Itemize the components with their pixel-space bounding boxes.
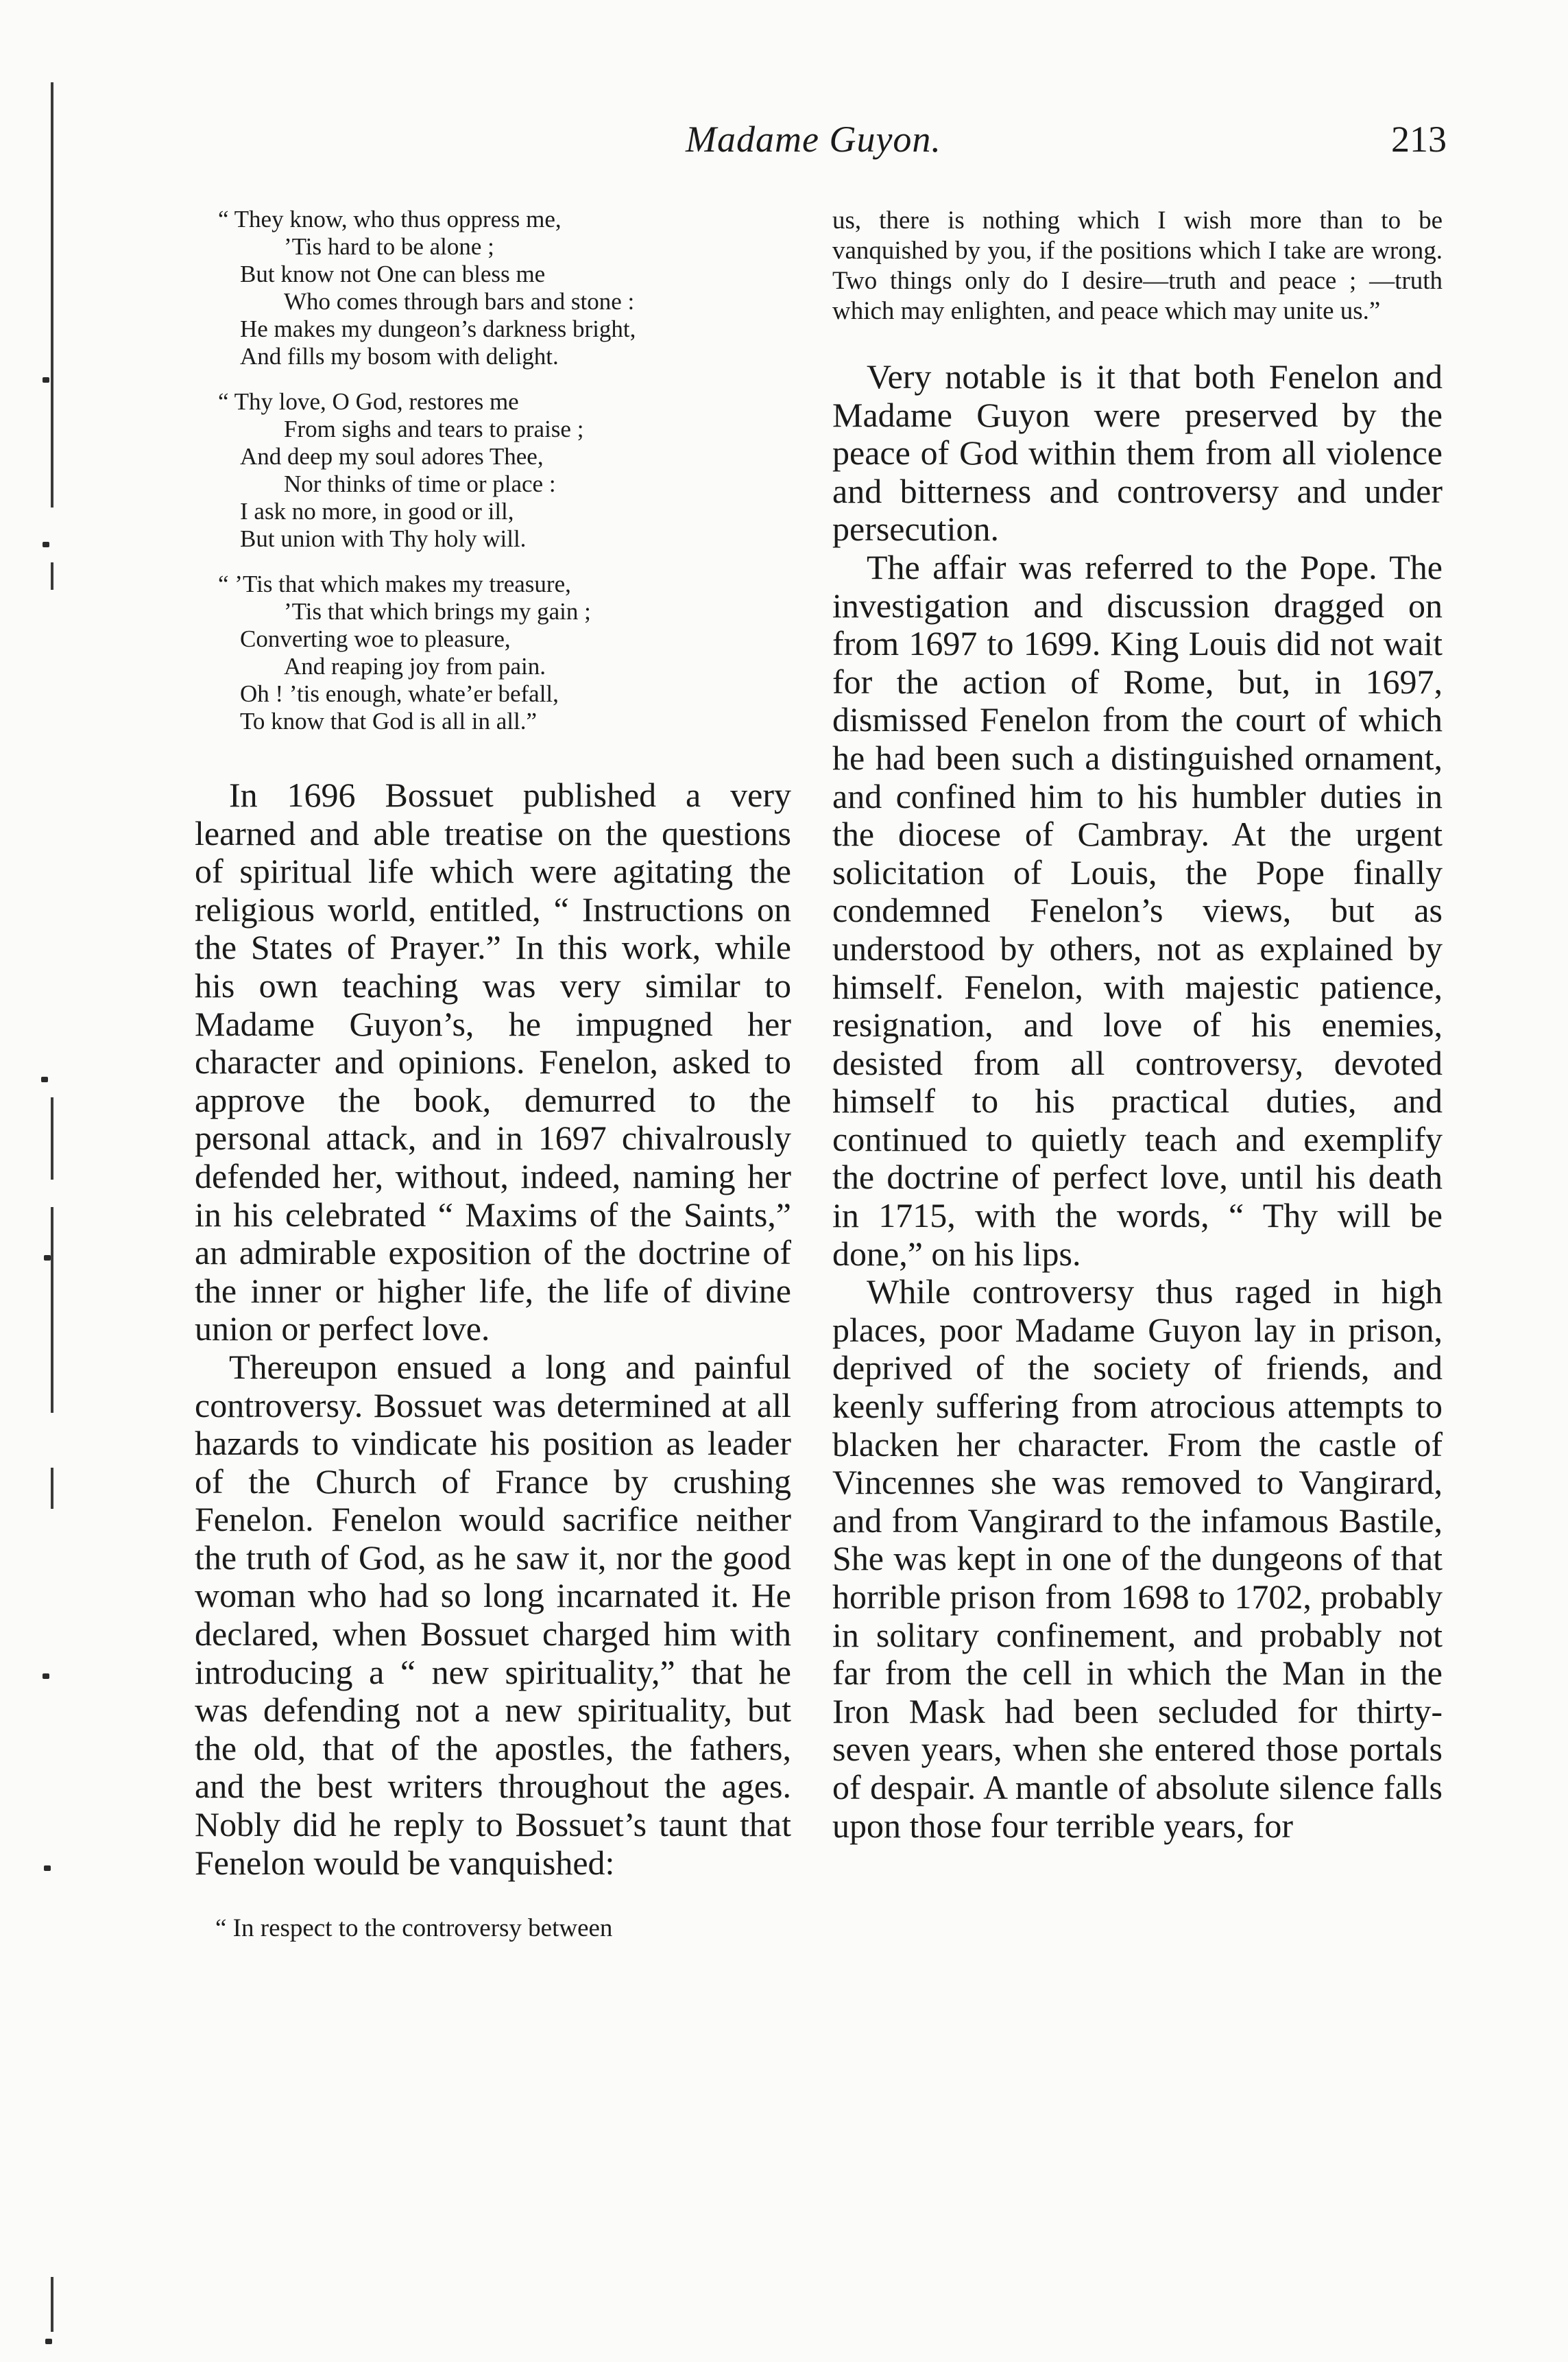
- poem-line: He makes my dungeon’s darkness bright,: [240, 315, 636, 342]
- binding-edge: [41, 82, 69, 2346]
- paragraph: While controversy thus raged in high places, poor Madame Guyon lay in prison, deprived of the society of friends, and keenly suffering from atrocious attempts to blacken her character. From the castle of Vincennes she was removed to Vangirard, and from Vangirard to the infamous Bastile, She was kept in one of the dungeons of that horrible prison from 1698 to 1702, probably in solitary confinement, and probably not far from the cell in which the Man in the Iron Mask had been secluded for thirty-seven years, when she entered those portals of despair. A mantle of absolute silence falls upon those four terrible years, for: [832, 1272, 1443, 1845]
- poem-stanza: [195, 571, 791, 735]
- paragraph: In 1696 Bossuet published a very learned and able treatise on the questions of spiritual life which were agitating the religious world, entitled, “ Instructions on the States of Prayer.” In this work, while his own teaching was very similar to Madame Guyon’s, he impugned her character and opinions. Fenelon, asked to approve the book, demurred to the personal attack, and in 1697 chivalrously defended her, without, indeed, naming her in his celebrated “ Maxims of the Saints,” an admirable exposition of the doctrine of the inner or higher life, the life of divine union or perfect love.: [195, 776, 791, 1348]
- paragraph: The affair was referred to the Pope. The investigation and discussion dragged on from 1697 to 1699. King Louis did not wait for the action of Rome, but, in 1697, dismissed Fenelon from the court of which he had been such a distinguished ornament, and confined him to his humbler duties in the diocese of Cambray. At the urgent solicitation of Louis, the Pope finally condemned Fenelon’s views, but as understood by others, not as explained by himself. Fenelon, with majestic patience, resignation, and love of his enemies, desisted from all controversy, devoted himself to his practical duties, and continued to quietly teach and exemplify the doctrine of perfect love, until his death in 1715, with the words, “ Thy will be done,” on his lips.: [832, 547, 1443, 1273]
- running-title: Madame Guyon.: [686, 119, 941, 160]
- binding-mark: [51, 1097, 53, 1180]
- binding-mark: [51, 1207, 53, 1413]
- poem-stanza: [195, 206, 791, 370]
- paragraph: Very notable is it that both Fenelon and Madame Guyon were preserved by the peace of God within them from all violence and bitterness and controversy and under persecution.: [832, 357, 1443, 549]
- poem: [195, 206, 791, 735]
- binding-mark: [51, 1468, 53, 1509]
- page-header: [206, 110, 1460, 165]
- binding-mark: [51, 82, 53, 508]
- binding-speck: [41, 1077, 48, 1082]
- poem-stanza: [195, 388, 791, 553]
- poem-line: ’Tis that which brings my gain ;: [284, 598, 591, 625]
- binding-speck: [43, 1673, 49, 1679]
- binding-speck: [45, 2339, 52, 2344]
- paragraph: Thereupon ensued a long and painful controversy. Bossuet was determined at all hazards to vindicate his position as leader of the Church of France by crushing Fenelon. Fenelon would sacrifice neither the truth of God, as he saw it, nor the good woman who had so long incarnated it. He declared, when Bossuet charged him with introducing a “ new spirituality,” that he was defending not a new spirituality, but the old, that of the apostles, the fathers, and the best writers throughout the ages. Nobly did he reply to Bossuet’s taunt that Fenelon would be vanquished:: [195, 1347, 791, 1882]
- poem-line: “ ’Tis that which makes my treasure,: [218, 571, 571, 597]
- right-column: [832, 206, 1443, 1845]
- poem-line: And reaping joy from pain.: [284, 653, 546, 680]
- binding-mark: [51, 2277, 53, 2332]
- poem-line: Oh ! ’tis enough, whate’er befall,: [240, 680, 559, 707]
- left-column: [195, 206, 791, 1944]
- poem-line: “ Thy love, O God, restores me: [218, 388, 519, 415]
- poem-line: But union with Thy holy will.: [240, 525, 527, 552]
- poem-line: And deep my soul adores Thee,: [240, 443, 544, 470]
- binding-speck: [44, 1255, 51, 1261]
- poem-line: ’Tis hard to be alone ;: [284, 233, 494, 260]
- poem-line: “ They know, who thus oppress me,: [218, 206, 562, 232]
- poem-line: Converting woe to pleasure,: [240, 625, 511, 652]
- binding-speck: [43, 377, 49, 383]
- binding-mark: [51, 562, 53, 590]
- block-quote-start: “ In respect to the controversy between: [215, 1914, 613, 1943]
- block-quote-end: us, there is nothing which I wish more than to be vanquished by you, if the positions which I take are wrong. Two things only do I desire—truth and peace ; —truth which may enlighten, and peace which may unite us.”: [832, 206, 1443, 325]
- poem-line: To know that God is all in all.”: [240, 708, 538, 735]
- poem-line: From sighs and tears to praise ;: [284, 416, 584, 442]
- poem-line: Nor thinks of time or place :: [284, 470, 556, 497]
- binding-speck: [43, 542, 49, 547]
- binding-speck: [44, 1865, 51, 1871]
- poem-line: I ask no more, in good or ill,: [240, 498, 514, 525]
- poem-line: But know not One can bless me: [240, 261, 546, 287]
- poem-line: Who comes through bars and stone :: [284, 288, 635, 315]
- poem-line: And fills my bosom with delight.: [240, 343, 559, 370]
- page-number: 213: [1391, 119, 1447, 160]
